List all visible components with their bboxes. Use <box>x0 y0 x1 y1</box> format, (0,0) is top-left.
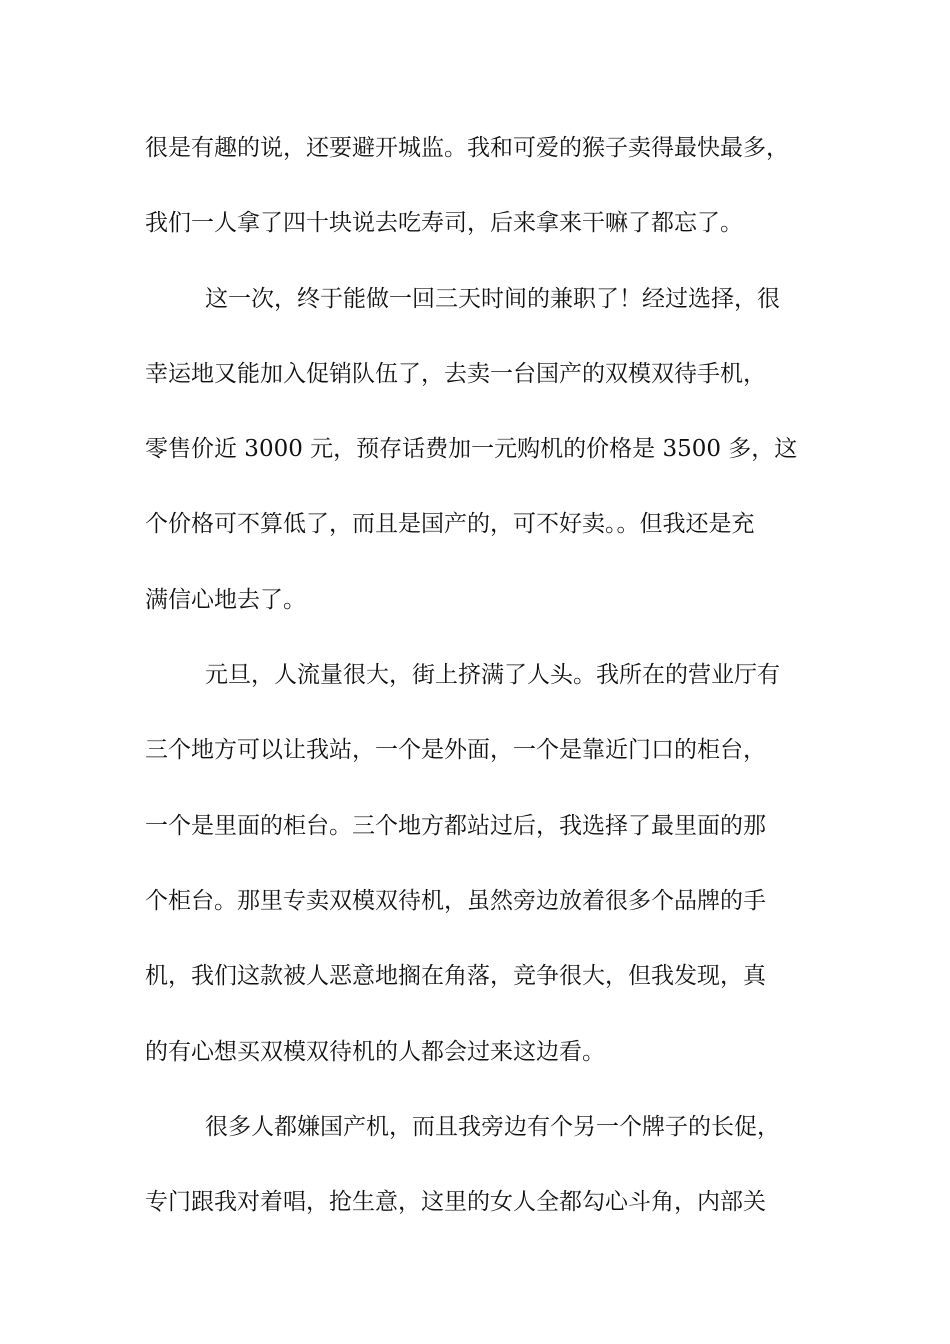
text-line: 一个是里面的柜台。三个地方都站过后，我选择了最里面的那 <box>145 812 766 839</box>
text-line: 幸运地又能加入促销队伍了，去卖一台国产的双模双待手机， <box>145 360 766 387</box>
text-line: 个价格可不算低了，而且是国产的，可不好卖。。但我还是充 <box>145 511 755 538</box>
text-line: 满信心地去了。 <box>145 586 306 613</box>
text-line: 个柜台。那里专卖双模双待机，虽然旁边放着很多个品牌的手 <box>145 887 766 914</box>
text-line-paragraph-start: 这一次，终于能做一回三天时间的兼职了！经过选择，很 <box>205 285 780 312</box>
text-line: 的有心想买双模双待机的人都会过来这边看。 <box>145 1038 605 1065</box>
text-line: 专门跟我对着唱，抢生意，这里的女人全都勾心斗角，内部关 <box>145 1189 766 1216</box>
text-line: 三个地方可以让我站，一个是外面，一个是靠近门口的柜台， <box>145 737 766 764</box>
body-text <box>145 122 825 1251</box>
text-line: 机，我们这款被人恶意地搁在角落，竞争很大，但我发现，真 <box>145 963 766 990</box>
text-line: 很是有趣的说，还要避开城监。我和可爱的猴子卖得最快最多， <box>145 135 789 161</box>
text-line: 零售价近 3000 元，预存话费加一元购机的价格是 3500 多，这 <box>145 436 798 463</box>
text-line-paragraph-start: 元旦，人流量很大，街上挤满了人头。我所在的营业厅有 <box>205 662 780 689</box>
text-line: 我们一人拿了四十块说去吃寿司，后来拿来干嘛了都忘了。 <box>145 210 743 237</box>
text-line-paragraph-start: 很多人都嫌国产机，而且我旁边有个另一个牌子的长促， <box>205 1113 780 1140</box>
